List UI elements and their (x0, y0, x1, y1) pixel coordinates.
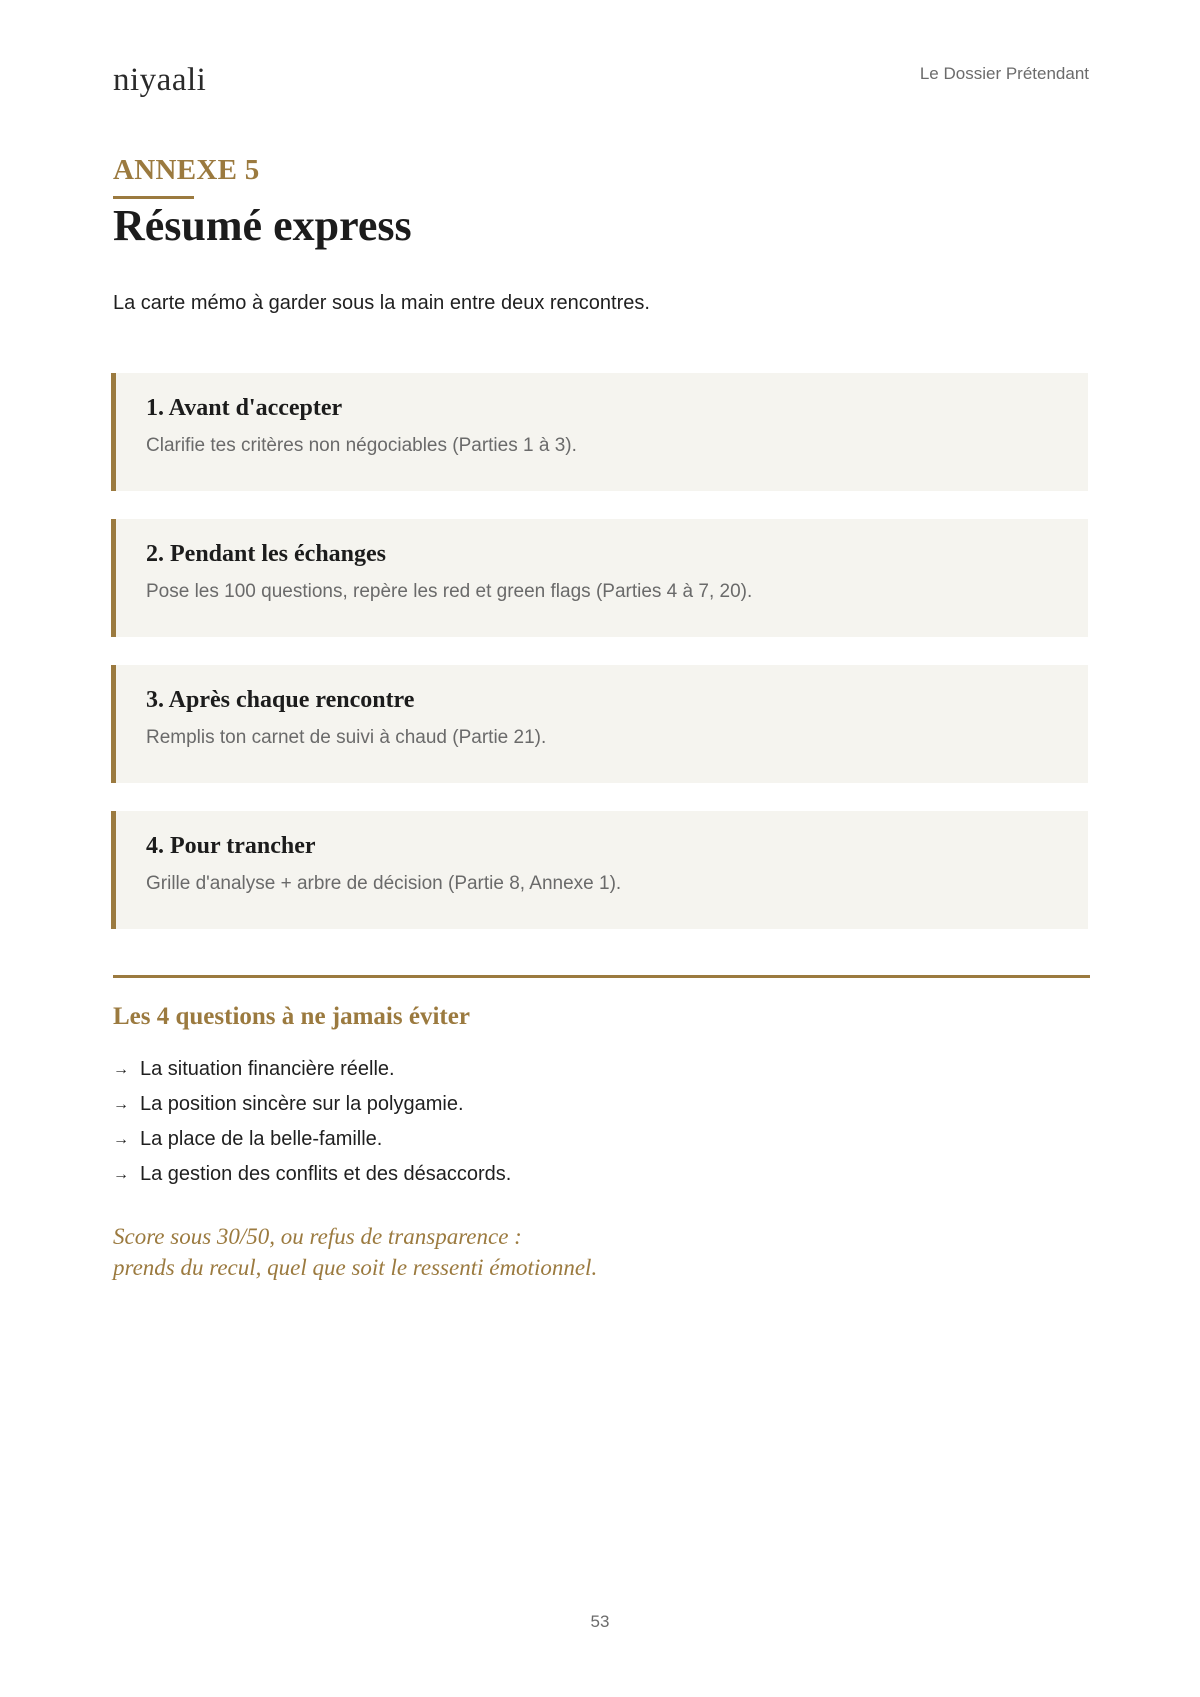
step-card-3 (111, 665, 1088, 783)
step-card-2 (111, 519, 1088, 637)
section-label-underline (113, 196, 194, 199)
conclusion-note (113, 1221, 597, 1283)
step-card-4 (111, 811, 1088, 929)
list-item (113, 1157, 511, 1192)
list-item (113, 1052, 511, 1087)
questions-heading: Les 4 questions à ne jamais éviter (113, 1003, 470, 1030)
list-item (113, 1122, 511, 1157)
conclusion-line-2: prends du recul, quel que soit le ressenti émotionnel. (113, 1255, 598, 1280)
brand-logo: niyaali (113, 62, 207, 98)
step-card-text: Clarifie tes critères non négociables (Parties 1 à 3). (146, 435, 577, 456)
list-item (113, 1087, 511, 1122)
list-item-text: La position sincère sur la polygamie. (140, 1093, 464, 1115)
list-item-text: La situation financière réelle. (140, 1058, 395, 1080)
document-title: Le Dossier Prétendant (919, 64, 1089, 83)
page-number: 53 (590, 1612, 610, 1631)
list-item-text: La gestion des conflits et des désaccords. (140, 1163, 512, 1185)
intro-text: La carte mémo à garder sous la main entre deux rencontres. (113, 292, 650, 314)
arrow-right-icon: → (113, 1130, 129, 1148)
conclusion-line-1: Score sous 30/50, ou refus de transparence : (113, 1224, 522, 1249)
step-card-title: 2. Pendant les échanges (146, 541, 386, 567)
page-title: Résumé express (113, 201, 412, 250)
section-divider (113, 975, 1090, 978)
step-card-text: Pose les 100 questions, repère les red et green flags (Parties 4 à 7, 20). (146, 581, 753, 602)
arrow-right-icon: → (113, 1060, 129, 1078)
step-card-1 (111, 373, 1088, 491)
step-card-text: Grille d'analyse + arbre de décision (Partie 8, Annexe 1). (146, 873, 622, 894)
step-card-title: 1. Avant d'accepter (146, 395, 343, 421)
questions-list (113, 1052, 511, 1192)
arrow-right-icon: → (113, 1095, 129, 1113)
step-card-title: 3. Après chaque rencontre (146, 687, 415, 713)
arrow-right-icon: → (113, 1165, 129, 1183)
step-card-title: 4. Pour trancher (146, 833, 316, 859)
section-label: ANNEXE 5 (113, 154, 260, 186)
step-card-text: Remplis ton carnet de suivi à chaud (Partie 21). (146, 727, 547, 748)
list-item-text: La place de la belle-famille. (140, 1128, 383, 1150)
